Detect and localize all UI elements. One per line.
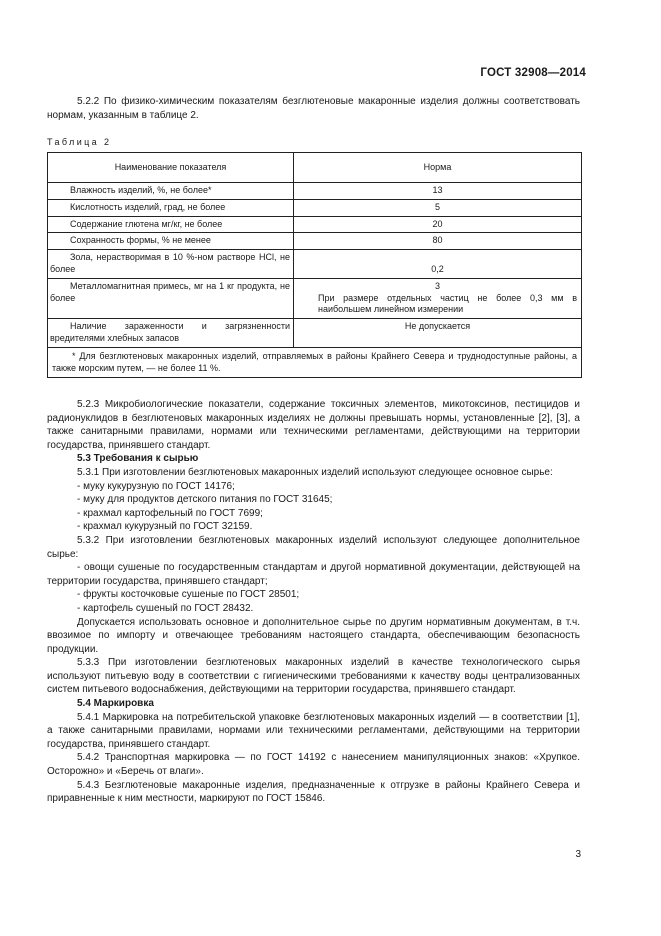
column-header-indicator: Наименование показателя [48,153,294,183]
body-section [47,398,580,806]
table-2 [47,152,582,378]
row-value: 80 [294,233,582,250]
paragraph-5-2-3: 5.2.3 Микробиологические показатели, содержание токсичных элементов, микотоксинов, пестицидов и радионуклидов в безглютеновых макаронных изделиях не должны превышать нормы, установленные [2], [3], а также санитарными правилами, нормами или техническими регламентами, действующими на территории государства, принявшего стандарт. [47,399,580,451]
table-footnote: * Для безглютеновых макаронных изделий, отправляемых в районы Крайнего Севера и труднодоступные районы, а также морским путем, — не более 11 %. [48,347,582,378]
row-name: Наличие зараженности и загрязненности вредителями хлебных запасов [48,319,294,348]
paragraph-5-2-2: 5.2.2 По физико-химическим показателям безглютеновые макаронные изделия должны соответствовать нормам, указанным в таблице 2. [47,96,580,121]
row-value: 13 [294,183,582,200]
table-row [48,319,582,348]
paragraph-5-3-1: 5.3.1 При изготовлении безглютеновых макаронных изделий используют следующее основное сырье: [77,466,553,478]
list-item: - муку кукурузную по ГОСТ 14176; [77,480,235,492]
row-name: Металломагнитная примесь, мг на 1 кг продукта, не более [48,278,294,318]
column-header-norm: Норма [294,153,582,183]
list-item: - крахмал картофельный по ГОСТ 7699; [77,507,263,519]
row-value: 3 [434,280,440,291]
row-name: Зола, нерастворимая в 10 %-ном растворе HCl, не более [48,250,294,279]
heading-5-3: 5.3 Требования к сырью [77,453,199,465]
row-name: Влажность изделий, %, не более* [48,183,294,200]
row-value: 20 [294,216,582,233]
row-value: Не допускается [294,319,582,348]
paragraph-5-4-2: 5.4.2 Транспортная маркировка — по ГОСТ 14192 с нанесением манипуляционных знаков: «Хрупкое. Осторожно» и «Беречь от влаги». [47,752,580,778]
table-row [48,183,582,200]
table-footnote-row [48,347,582,378]
paragraph-5-3-3: 5.3.3 При изготовлении безглютеновых макаронных изделий в качестве технологического сырья используют питьевую воду в соответствии с гигиеническими требованиями к качеству воды централизованных систем питьевого водоснабжения, действующими на территории государства, принявшего стандарт. [47,657,580,696]
paragraph-5-4-1: 5.4.1 Маркировка на потребительской упаковке безглютеновых макаронных изделий — в соответствии [1], а также санитарными правилами, нормами или техническими регламентами, действующими на территории государства, принявшего стандарт. [47,711,580,750]
table-row [48,216,582,233]
row-value: 0,2 [294,250,582,279]
table-caption: Таблица 2 [47,137,112,147]
list-item: - муку для продуктов детского питания по ГОСТ 31645; [77,494,333,506]
row-name: Содержание глютена мг/кг, не более [48,216,294,233]
list-item: - овощи сушеные по государственным стандартам и другой нормативной документации, действующей на территории государства, принявшего стандарт; [47,562,580,587]
paragraph-5-3-2: 5.3.2 При изготовлении безглютеновых макаронных изделий используют следующее дополнительное сырье: [47,534,580,560]
table-row [48,250,582,279]
paragraph-5-3-2-note: Допускается использовать основное и дополнительное сырье по другим нормативным документам, в т.ч. ввозимое по импорту и отвечающее требованиям настоящего стандарта, обеспечивающим безопасность продукции. [47,616,580,655]
list-item: - картофель сушеный по ГОСТ 28432. [77,602,254,614]
row-value-cell [294,278,582,318]
heading-5-4: 5.4 Маркировка [77,698,154,710]
list-item: - крахмал кукурузный по ГОСТ 32159. [77,521,253,533]
table-row [48,278,582,318]
table-header-row [48,153,582,183]
document-header: ГОСТ 32908—2014 [480,67,586,79]
page-number: 3 [575,849,581,860]
row-name: Сохранность формы, % не менее [48,233,294,250]
row-note: При размере отдельных частиц не более 0,3 мм в наибольшем линейном измерении [318,292,577,315]
row-name: Кислотность изделий, град, не более [48,199,294,216]
table-row [48,233,582,250]
paragraph-5-4-3: 5.4.3 Безглютеновые макаронные изделия, предназначенные к отгрузке в районы Крайнего Севера и приравненные к ним местности, маркируют по ГОСТ 15846. [47,779,580,805]
row-value: 5 [294,199,582,216]
table-row [48,199,582,216]
intro-section [47,95,580,122]
list-item: - фрукты косточковые сушеные по ГОСТ 28501; [77,589,300,601]
